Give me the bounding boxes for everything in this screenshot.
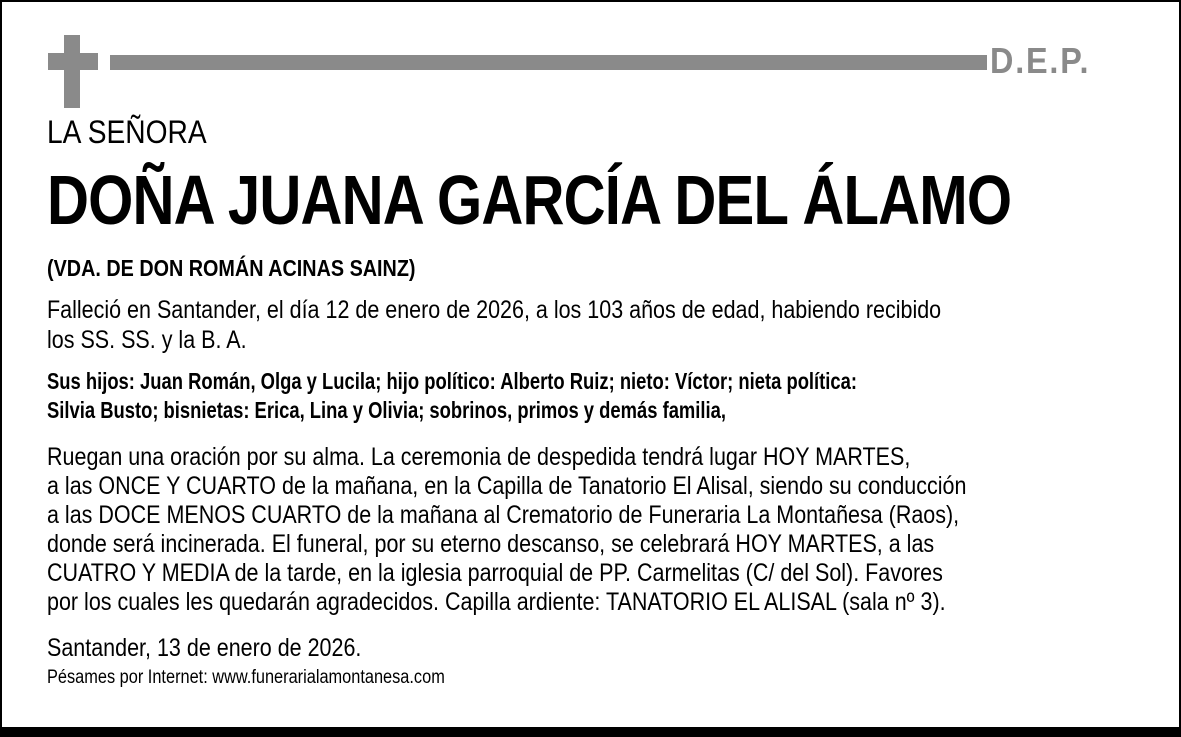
place-date: Santander, 13 de enero de 2026. xyxy=(47,634,362,662)
family-line: Sus hijos: Juan Román, Olga y Lucila; hijo político: Alberto Ruiz; nieto: Víctor; nieta política: xyxy=(47,368,857,394)
condolences-link[interactable]: Pésames por Internet: www.funerarialamontanesa.com xyxy=(47,667,445,688)
dep-label: D.E.P. xyxy=(990,40,1091,81)
ceremony-line: CUATRO Y MEDIA de la tarde, en la iglesia parroquial de PP. Carmelitas (C/ del Sol). Favores xyxy=(47,559,943,587)
widow-of: (VDA. DE DON ROMÁN ACINAS SAINZ) xyxy=(47,255,416,281)
ceremony-line: Ruegan una oración por su alma. La ceremonia de despedida tendrá lugar HOY MARTES, xyxy=(47,443,911,471)
title: LA SEÑORA xyxy=(47,114,207,150)
death-line: los SS. SS. y la B. A. xyxy=(47,326,247,354)
ceremony-line: a las DOCE MENOS CUARTO de la mañana al Crematorio de Funeraria La Montañesa (Raos), xyxy=(47,501,960,529)
deceased-name: DOÑA JUANA GARCÍA DEL ÁLAMO xyxy=(47,161,1012,239)
cross-icon xyxy=(64,35,80,108)
ceremony-line: donde será incinerada. El funeral, por su eterno descanso, se celebrará HOY MARTES, a las xyxy=(47,530,935,558)
bottom-border xyxy=(0,727,1181,737)
cross-icon-arm xyxy=(48,53,98,70)
ceremony-line: a las ONCE Y CUARTO de la mañana, en la Capilla de Tanatorio El Alisal, siendo su conducción xyxy=(47,472,967,500)
family-line: Silvia Busto; bisnietas: Erica, Lina y Olivia; sobrinos, primos y demás familia, xyxy=(47,397,726,423)
death-line: Falleció en Santander, el día 12 de enero de 2026, a los 103 años de edad, habiendo recibido xyxy=(47,296,942,324)
header-rule xyxy=(110,55,987,70)
ceremony-line: por los cuales les quedarán agradecidos. Capilla ardiente: TANATORIO EL ALISAL (sala nº 3). xyxy=(47,588,946,616)
